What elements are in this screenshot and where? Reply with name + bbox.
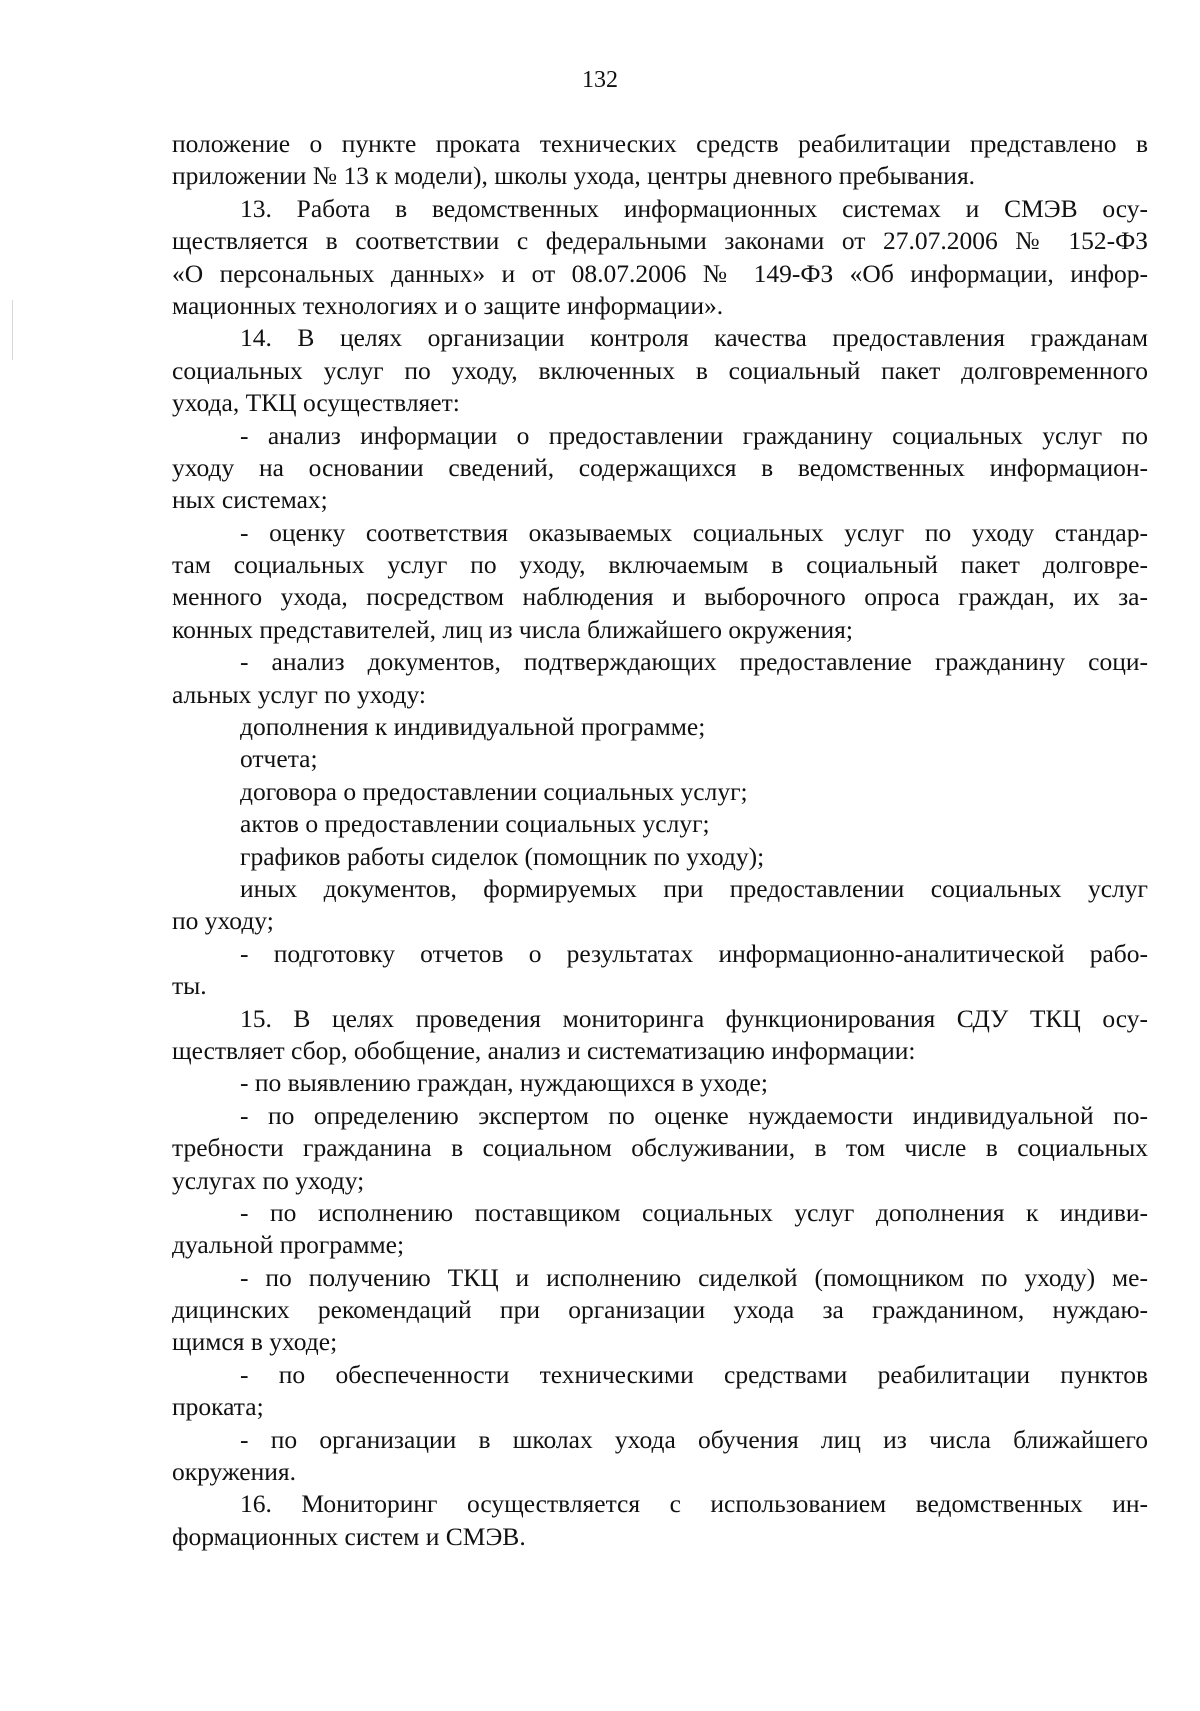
text-line: отчета; [240,744,318,774]
text-line: - по исполнению поставщиком социальных услуг дополнения к индиви- [240,1197,1148,1227]
text-line: ществляется в соответствии с федеральными законами от 27.07.2006 № 152-ФЗ [172,226,1148,256]
text-line: - анализ информации о предоставлении гражданину социальных услуг по [240,420,1148,450]
text-line: 13. Работа в ведомственных информационных системах и СМЭВ осу- [240,193,1148,223]
text-line: менного ухода, посредством наблюдения и выборочного опроса граждан, их за- [172,582,1148,612]
text-line: «О персональных данных» и от 08.07.2006 № 149-ФЗ «Об информации, инфор- [172,258,1148,288]
text-line: - подготовку отчетов о результатах информационно-аналитической рабо- [240,938,1148,968]
text-line: - по выявлению граждан, нуждающихся в уходе; [240,1068,768,1098]
text-line: 15. В целях проведения мониторинга функционирования СДУ ТКЦ осу- [240,1003,1148,1033]
text-line: там социальных услуг по уходу, включаемым в социальный пакет долговре- [172,550,1148,580]
text-line: актов о предоставлении социальных услуг; [240,809,710,839]
page-number: 132 [582,67,618,93]
text-line: договора о предоставлении социальных услуг; [240,776,748,806]
text-line: ных системах; [172,485,328,515]
document-body [172,128,1148,1553]
text-line: альных услуг по уходу: [172,679,426,709]
text-line: - по обеспеченности техническими средствами реабилитации пунктов [240,1359,1148,1389]
text-line: проката; [172,1392,264,1422]
text-line: уходу на основании сведений, содержащихся в ведомственных информацион- [172,452,1148,482]
text-line: ухода, ТКЦ осуществляет: [172,388,460,418]
text-line: иных документов, формируемых при предоставлении социальных услуг [240,873,1148,903]
text-line: услугах по уходу; [172,1165,365,1195]
text-line: - анализ документов, подтверждающих предоставление гражданину соци- [240,647,1148,677]
text-line: ществляет сбор, обобщение, анализ и систематизацию информации: [172,1035,916,1065]
text-line: дополнения к индивидуальной программе; [240,712,706,742]
text-line: по уходу; [172,906,274,936]
text-line: дицинских рекомендаций при организации ухода за гражданином, нуждаю- [172,1295,1148,1325]
text-line: приложении № 13 к модели), школы ухода, центры дневного пребывания. [172,161,976,191]
text-line: дуальной программе; [172,1230,405,1260]
scan-artifact [12,300,13,360]
text-line: социальных услуг по уходу, включенных в социальный пакет долговременного [172,355,1148,385]
text-line: - по определению экспертом по оценке нуждаемости индивидуальной по- [240,1100,1148,1130]
text-line: требности гражданина в социальном обслуживании, в том числе в социальных [172,1133,1148,1163]
text-line: окружения. [172,1457,296,1487]
text-line: графиков работы сиделок (помощник по уходу); [240,841,765,871]
text-line: мационных технологиях и о защите информации». [172,290,724,320]
text-line: - по получению ТКЦ и исполнению сиделкой (помощником по уходу) ме- [240,1262,1148,1292]
text-line: положение о пункте проката технических средств реабилитации представлено в [172,129,1148,158]
text-line: ты. [172,971,207,1001]
text-line: 14. В целях организации контроля качества предоставления гражданам [240,323,1148,353]
text-line: формационных систем и СМЭВ. [172,1521,526,1551]
text-line: 16. Мониторинг осуществляется с использованием ведомственных ин- [240,1489,1148,1519]
text-line: - оценку соответствия оказываемых социальных услуг по уходу стандар- [240,517,1148,547]
text-line: конных представителей, лиц из числа ближайшего окружения; [172,614,853,644]
text-line: - по организации в школах ухода обучения лиц из числа ближайшего [240,1424,1148,1454]
text-line: щимся в уходе; [172,1327,338,1357]
